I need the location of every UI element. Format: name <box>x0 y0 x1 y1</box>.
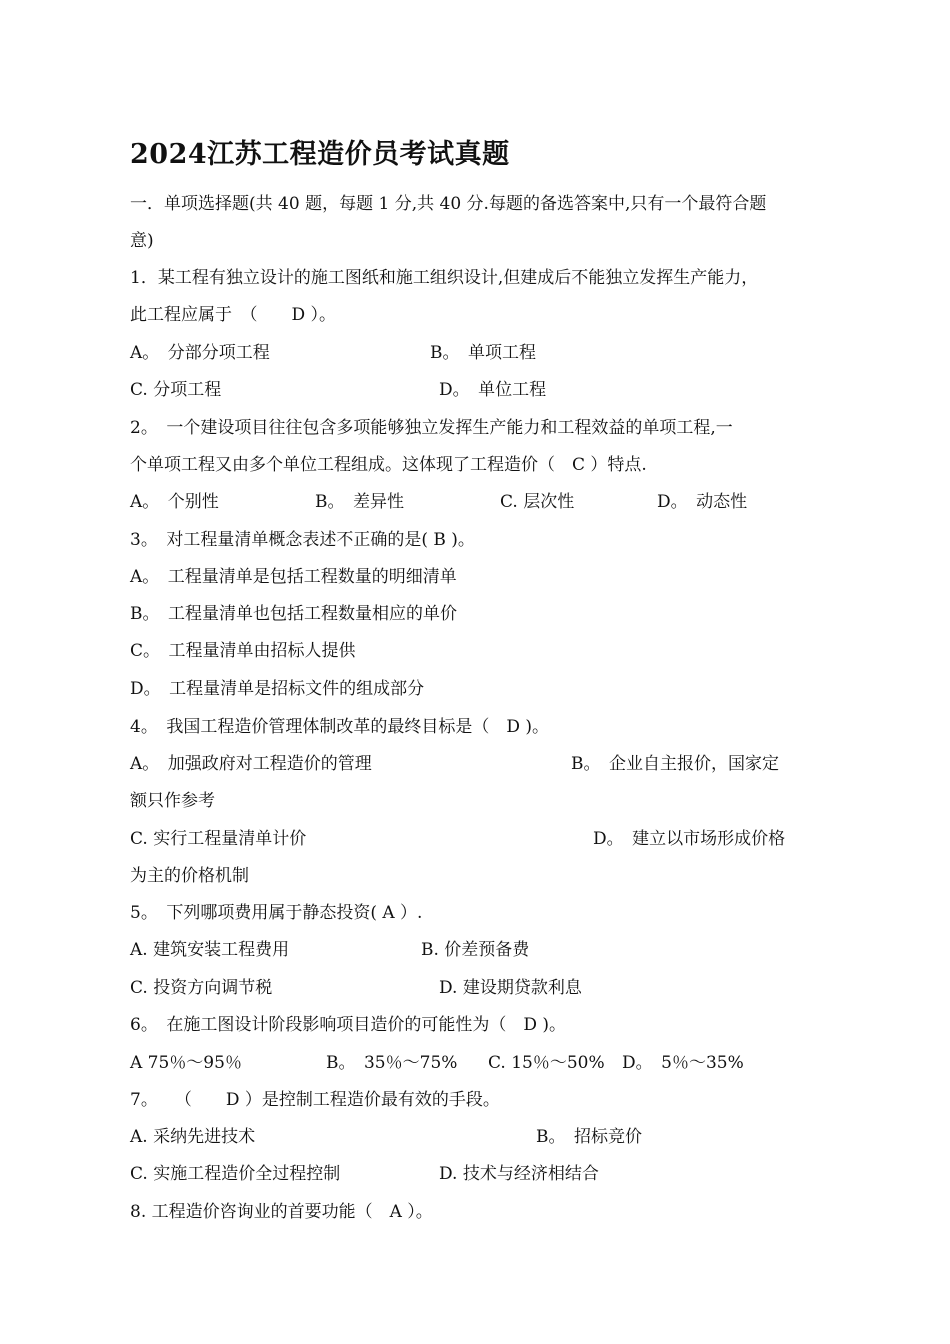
answer-option: C. 15％～50% <box>488 1053 605 1073</box>
line-text: 意) <box>130 231 154 251</box>
line-text: A。 工程量清单是包括工程数量的明细清单 <box>130 567 457 587</box>
line-text: 此工程应属于 （ D ）。 <box>130 305 337 325</box>
answer-option: B。 企业自主报价，国家定 <box>571 754 779 774</box>
document-title: 2024江苏工程造价员考试真题 <box>130 139 510 170</box>
line-text: 8. 工程造价咨询业的首要功能（ A ）。 <box>130 1202 433 1222</box>
line-text: 5。 下列哪项费用属于静态投资( A ）. <box>130 903 423 923</box>
answer-option: B. 价差预备费 <box>421 940 530 960</box>
answer-option: B。 招标竞价 <box>536 1127 642 1147</box>
line-text: D。 工程量清单是招标文件的组成部分 <box>130 679 425 699</box>
line-text: 3。 对工程量清单概念表述不正确的是( B )。 <box>130 530 475 550</box>
line-text: 2。 一个建设项目往往包含多项能够独立发挥生产能力和工程效益的单项工程,一 <box>130 418 733 438</box>
answer-option: D。 5％～35% <box>622 1053 744 1073</box>
answer-option: A。 个别性 <box>130 492 219 512</box>
line-text: 7。 （ D ）是控制工程造价最有效的手段。 <box>130 1090 500 1110</box>
line-text: B。 工程量清单也包括工程数量相应的单价 <box>130 604 457 624</box>
answer-option: C. 实施工程造价全过程控制 <box>130 1164 341 1184</box>
line-text: 为主的价格机制 <box>130 866 249 886</box>
answer-option: A 75％～95％ <box>130 1053 242 1073</box>
line-text: C。 工程量清单由招标人提供 <box>130 641 356 661</box>
line-text: 6。 在施工图设计阶段影响项目造价的可能性为（ D )。 <box>130 1015 566 1035</box>
answer-option: C. 层次性 <box>500 492 575 512</box>
answer-option: D. 技术与经济相结合 <box>439 1164 599 1184</box>
answer-option: D。 动态性 <box>657 492 748 512</box>
answer-option: B。 差异性 <box>315 492 404 512</box>
answer-option: D. 建设期贷款利息 <box>439 978 582 998</box>
answer-option: D。 单位工程 <box>439 380 547 400</box>
answer-option: A。 加强政府对工程造价的管理 <box>130 754 372 774</box>
line-text: 一．单项选择题(共 40 题，每题 1 分,共 40 分.每题的备选答案中,只有一个最符合题 <box>130 194 767 214</box>
line-text: 4。 我国工程造价管理体制改革的最终目标是（ D )。 <box>130 717 549 737</box>
answer-option: B。 35％～75% <box>326 1053 458 1073</box>
answer-option: D。 建立以市场形成价格 <box>593 829 786 849</box>
answer-option: C. 分项工程 <box>130 380 222 400</box>
answer-option: A. 采纳先进技术 <box>130 1127 256 1147</box>
line-text: 1．某工程有独立设计的施工图纸和施工组织设计,但建成后不能独立发挥生产能力， <box>130 268 759 288</box>
answer-option: B。 单项工程 <box>430 343 536 363</box>
line-text: 额只作参考 <box>130 791 215 811</box>
answer-option: C. 投资方向调节税 <box>130 978 273 998</box>
answer-option: C. 实行工程量清单计价 <box>130 829 307 849</box>
answer-option: A. 建筑安装工程费用 <box>130 940 290 960</box>
line-text: 个单项工程又由多个单位工程组成。这体现了工程造价（ C ）特点. <box>130 455 647 475</box>
answer-option: A。 分部分项工程 <box>130 343 270 363</box>
